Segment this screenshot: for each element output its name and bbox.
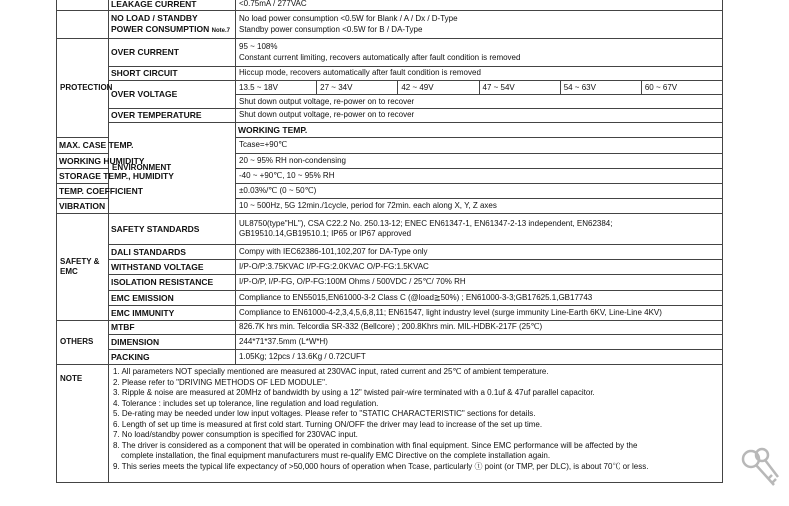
item-value: Shut down output voltage, re-power on to recover — [236, 109, 723, 123]
item-value: 10 ~ 500Hz, 5G 12min./1cycle, period for 72min. each along X, Y, Z axes — [236, 199, 723, 214]
item-value — [236, 214, 723, 245]
item-label: ISOLATION RESISTANCE — [109, 275, 236, 291]
category-line: EMC — [60, 267, 78, 276]
item-value: -40 ~ +90℃, 10 ~ 95% RH — [236, 169, 723, 184]
table-row — [57, 365, 723, 483]
category-cell — [57, 11, 109, 39]
item-value: I/P-O/P:3.75KVAC I/P-FG:2.0KVAC O/P-FG:1.5KVAC — [236, 260, 723, 275]
item-value: Compliance to EN61000-4-2,3,4,5,6,8,11; EN61547, light industry level (surge immunity Line-Earth 6KV, Line-Line 4KV) — [236, 306, 723, 321]
table-row — [57, 335, 723, 350]
category-line: SAFETY & — [60, 256, 100, 266]
item-value: <0.75mA / 277VAC — [236, 0, 723, 11]
range-cell: 47 ~ 54V — [480, 81, 561, 94]
value-line: GB19510.14,GB19510.1; IP65 or IP67 approved — [239, 229, 412, 238]
table-row — [57, 67, 723, 81]
note-item: 4. Tolerance : includes set up tolerance, line regulation and load regulation. — [113, 398, 379, 408]
note-item: 7. No load/standby power consumption is specified for 230VAC input. — [113, 430, 358, 439]
item-value: Compliance to EN55015,EN61000-3-2 Class C (@load≧50%) ; EN61000-3-3;GB17625.1,GB17743 — [236, 291, 723, 306]
note-item: 8. The driver is considered as a component that will be operated in combination with final equipment. Since EMC performance will be affected by the — [113, 440, 638, 450]
item-label: DALI STANDARDS — [109, 245, 236, 260]
note-item: 5. De-rating may be needed under low input voltages. Please refer to "STATIC CHARACTERISTIC" sections for details. — [113, 409, 536, 418]
table-row — [57, 81, 723, 109]
table-row — [57, 214, 723, 245]
note-item: 3. Ripple & noise are measured at 20MHz of bandwidth by using a 12" twisted pair-wire terminated with a 0.1uf & 47uf parallel capacitor. — [113, 388, 595, 397]
item-value: 244*71*37.5mm (L*W*H) — [236, 335, 723, 350]
key-icon — [738, 445, 788, 495]
item-label: MTBF — [109, 321, 236, 335]
category-cell — [57, 0, 109, 11]
item-value — [236, 11, 723, 39]
value-line: 95 ~ 108% — [239, 42, 278, 51]
category-safety — [57, 214, 109, 321]
item-label: VIBRATION — [57, 199, 109, 214]
item-value: I/P-O/P, I/P-FG, O/P-FG:100M Ohms / 500VDC / 25℃/ 70% RH — [236, 275, 723, 291]
table-row — [57, 109, 723, 123]
item-label: EMC EMISSION — [109, 291, 236, 306]
value-line: Shut down output voltage, re-power on to recover — [239, 97, 415, 106]
item-value: 1.05Kg; 12pcs / 13.6Kg / 0.72CUFT — [236, 350, 723, 365]
item-label: WORKING HUMIDITY — [57, 154, 109, 169]
category-others: OTHERS — [57, 321, 109, 365]
table-row — [57, 39, 723, 67]
item-label: DIMENSION — [109, 335, 236, 350]
item-value: Compy with IEC62386-101,102,207 for DA-Type only — [236, 245, 723, 260]
table-row — [57, 123, 723, 138]
item-label: SHORT CIRCUIT — [109, 67, 236, 81]
label-text: POWER CONSUMPTION — [111, 23, 210, 34]
item-label: STORAGE TEMP., HUMIDITY — [57, 169, 109, 184]
table-row — [57, 245, 723, 260]
notes-list — [109, 365, 723, 483]
voltage-ranges — [236, 81, 722, 95]
table-row — [57, 321, 723, 335]
note-item: 9. This series meets the typical life expectancy of >50,000 hours of operation when Tcase, particularly ⓣ point (or TMP, per DLC), is about 70℃ or less. — [113, 461, 649, 471]
item-value: 20 ~ 95% RH non-condensing — [236, 154, 723, 169]
item-label: EMC IMMUNITY — [109, 306, 236, 321]
table-row — [57, 275, 723, 291]
note-ref: Note.7 — [211, 27, 230, 34]
table-row — [57, 306, 723, 321]
table-row — [57, 0, 723, 11]
item-value — [236, 39, 723, 67]
value-line: Constant current limiting, recovers automatically after fault condition is removed — [239, 52, 521, 62]
range-cell: 42 ~ 49V — [398, 81, 479, 94]
range-cell: 27 ~ 34V — [317, 81, 398, 94]
item-label: PACKING — [109, 350, 236, 365]
item-label — [109, 11, 236, 39]
value-line: Standby power consumption <0.5W for B / DA-Type — [239, 24, 423, 34]
item-label: WITHSTAND VOLTAGE — [109, 260, 236, 275]
label-line-2 — [111, 24, 235, 37]
item-value: 826.7K hrs min. Telcordia SR-332 (Bellcore) ; 200.8Khrs min. MIL-HDBK-217F (25℃) — [236, 321, 723, 335]
item-value — [236, 81, 723, 109]
note-item: complete installation, the final equipment manufacturers must re-qualify EMC Directive on the complete installation again. — [121, 451, 551, 460]
category-protection: PROTECTION — [57, 39, 109, 138]
note-item: 1. All parameters NOT specially mentioned are measured at 230VAC input, rated current and 25℃ of ambient temperature. — [113, 367, 549, 376]
table-row — [57, 350, 723, 365]
category-note: NOTE — [57, 365, 109, 483]
spec-table — [56, 0, 723, 483]
item-label: LEAKAGE CURRENT — [109, 0, 236, 11]
value-line: UL8750(type"HL"), CSA C22.2 No. 250.13-12; ENEC EN61347-1, EN61347-2-13 independent, EN62384; — [239, 218, 613, 228]
label-line: NO LOAD / STANDBY — [111, 13, 198, 23]
item-value: ±0.03%/℃ (0 ~ 50℃) — [236, 184, 723, 199]
table-row — [57, 291, 723, 306]
item-label: OVER VOLTAGE — [109, 81, 236, 109]
range-cell: 54 ~ 63V — [561, 81, 642, 94]
note-item: 2. Please refer to "DRIVING METHODS OF LED MODULE". — [113, 377, 328, 387]
item-label: WORKING TEMP. — [236, 123, 723, 138]
value-line: No load power consumption <0.5W for Blank / A / Dx / D-Type — [239, 14, 458, 23]
item-label: SAFETY STANDARDS — [109, 214, 236, 245]
table-row — [57, 260, 723, 275]
item-label: OVER TEMPERATURE — [109, 109, 236, 123]
item-label: OVER CURRENT — [109, 39, 236, 67]
category-environment: ENVIRONMENT — [109, 123, 236, 214]
item-label: MAX. CASE TEMP. — [57, 138, 109, 154]
item-label: TEMP. COEFFICIENT — [57, 184, 109, 199]
table-row — [57, 11, 723, 39]
note-item: 6. Length of set up time is measured at first cold start. Turning ON/OFF the driver may lead to increase of the set up time. — [113, 419, 543, 429]
range-cell: 60 ~ 67V — [644, 83, 678, 92]
item-value: Tcase=+90℃ — [236, 138, 723, 154]
item-value: Hiccup mode, recovers automatically after fault condition is removed — [236, 67, 723, 81]
range-cell: 13.5 ~ 18V — [236, 81, 317, 94]
